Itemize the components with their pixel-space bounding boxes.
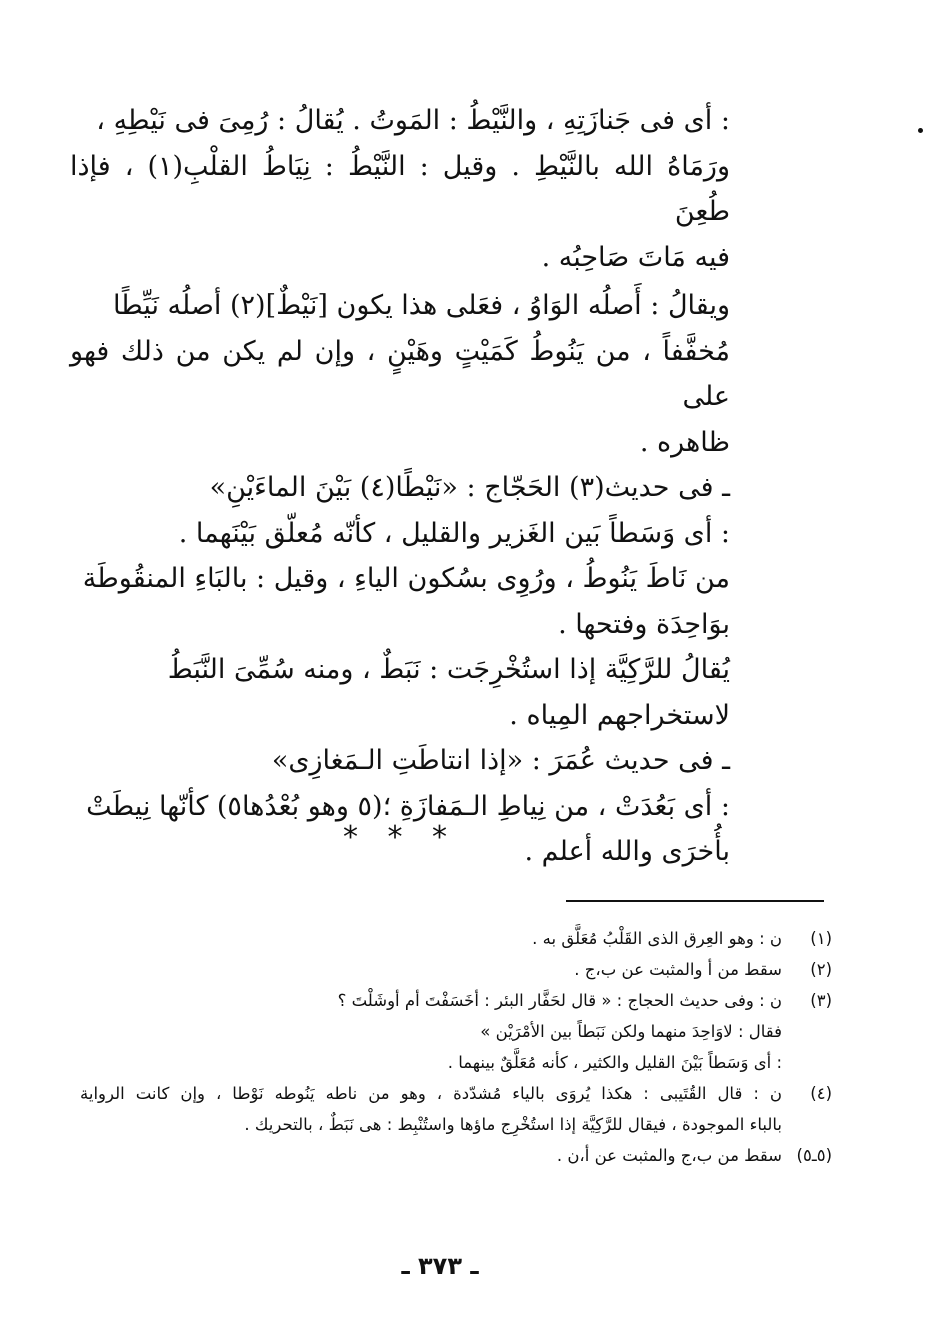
footnote-line: ن : قال القُتَيبى : هكذا يُروَى بالياء مُشدّدة ، وهو من ناطه يَنُوطه نَوْطا ، وإن كانت الرواية	[80, 1084, 782, 1103]
section-separator: * * *	[342, 820, 458, 855]
text-line: بأُخرَى والله أعلم .	[524, 836, 730, 867]
text-line: ظاهره .	[639, 426, 730, 458]
text-line: ويقالُ : أَصلُه الوَاوُ ، فعَلى هذا يكون [نَيْطٌ](٢) أصلُه نَيِّطًا	[112, 290, 730, 321]
text-line: : أى فى جَنازَتِهِ ، والنَّيْطُ : المَوتُ . يُقالُ : رُمِىَ فى نَيْطِهِ ،	[96, 105, 730, 136]
footnote-line: بالباء الموجودة ، فيقال للرَّكِيَّة إذا استُخْرِج ماؤها واستُنْبِط : هى نَبَطٌ ، بالتحريك .	[244, 1115, 782, 1134]
footnote-number: (٣)	[810, 991, 832, 1010]
footnotes	[80, 923, 832, 1171]
text-line: مُخفَّفاً ، من يَنُوطُ كَمَيْتٍ وهَيْنٍ ، وإن لم يكن من ذلك فهو على	[70, 335, 730, 412]
footnote-rule	[566, 900, 824, 902]
footnote-text	[80, 1078, 782, 1140]
footnote-number: (٢)	[810, 960, 832, 979]
footnote	[80, 1078, 832, 1140]
footnote-line: : أى وَسَطاً بَيْنَ القليل والكثير ، كأنه مُعَلَّقٌ بينهما .	[447, 1053, 782, 1072]
main-text	[70, 98, 730, 875]
hadith-heading: ـ فى حديث(٣) الحَجّاج : «نَيْطًا(٤) بَيْنَ الماءَيْنِ»	[209, 472, 730, 503]
text-line: لاستخراجهم المِياه .	[509, 699, 730, 731]
margin-mark	[918, 128, 923, 133]
footnote-line: سقط من أ والمثبت عن ب،ج .	[574, 960, 782, 979]
text-line: يُقالُ للرَّكِيَّة إذا استُخْرِجَت : نَبَطٌ ، ومنه سُمِّىَ النَّبَطُ	[167, 654, 730, 685]
text-line: بوَاحِدَة وفتحها .	[558, 608, 730, 640]
text-line: من نَاطَ يَنُوطُ ، ورُوِى بسُكون الياءِ ، وقيل : بالبَاءِ المنقُوطَة	[82, 563, 730, 594]
footnote-line: ن : وفى حديث الحجاج : « قال لحَفَّار البئر : أخَسَفْتَ أم أوشَلْتَ ؟	[337, 991, 782, 1010]
footnote-line: فقال : لاوَاحِدَ منهما ولكن نَبَطاً بين الأمْرَيْن »	[480, 1022, 782, 1041]
text-line: : أى بَعُدَتْ ، من نِياطِ الـمَفازَةِ ؛(٥ وهو بُعْدُها٥) كأنّها نِيطَتْ	[86, 790, 730, 822]
footnote-text	[80, 954, 782, 985]
footnote-number: (١)	[810, 929, 832, 948]
footnote	[80, 954, 832, 985]
footnote-text	[80, 923, 782, 954]
footnote	[80, 923, 832, 954]
footnote-line: ن : وهو العِرق الذى القَلْبُ مُعَلَّق به .	[532, 929, 782, 948]
text-line: : أى وَسَطاً بَين الغَزير والقليل ، كأنّه مُعلّق بَيْنَهما .	[178, 517, 730, 549]
footnote-line: سقط من ب،ج والمثبت عن أ،ن .	[556, 1146, 782, 1165]
footnote-number: (٤)	[810, 1084, 832, 1103]
footnote-text	[80, 1140, 782, 1171]
hadith-heading: ـ فى حديث عُمَرَ : «إذا انتاطَتِ الـمَغازِى»	[271, 745, 730, 776]
footnote	[80, 985, 832, 1078]
page-number: ـ ٣٧٣ ـ	[401, 1252, 479, 1280]
footnote	[80, 1140, 832, 1171]
text-line: ورَمَاهُ الله بالنَّيْطِ . وقيل : النَّيْطُ : نِيَاطُ القلْبِ(١) ، فإذا طُعِنَ	[70, 150, 730, 227]
text-line: فيه مَاتَ صَاحِبُه .	[541, 241, 730, 273]
footnote-text	[80, 985, 782, 1078]
footnote-number: (٥ـ٥)	[796, 1146, 832, 1165]
